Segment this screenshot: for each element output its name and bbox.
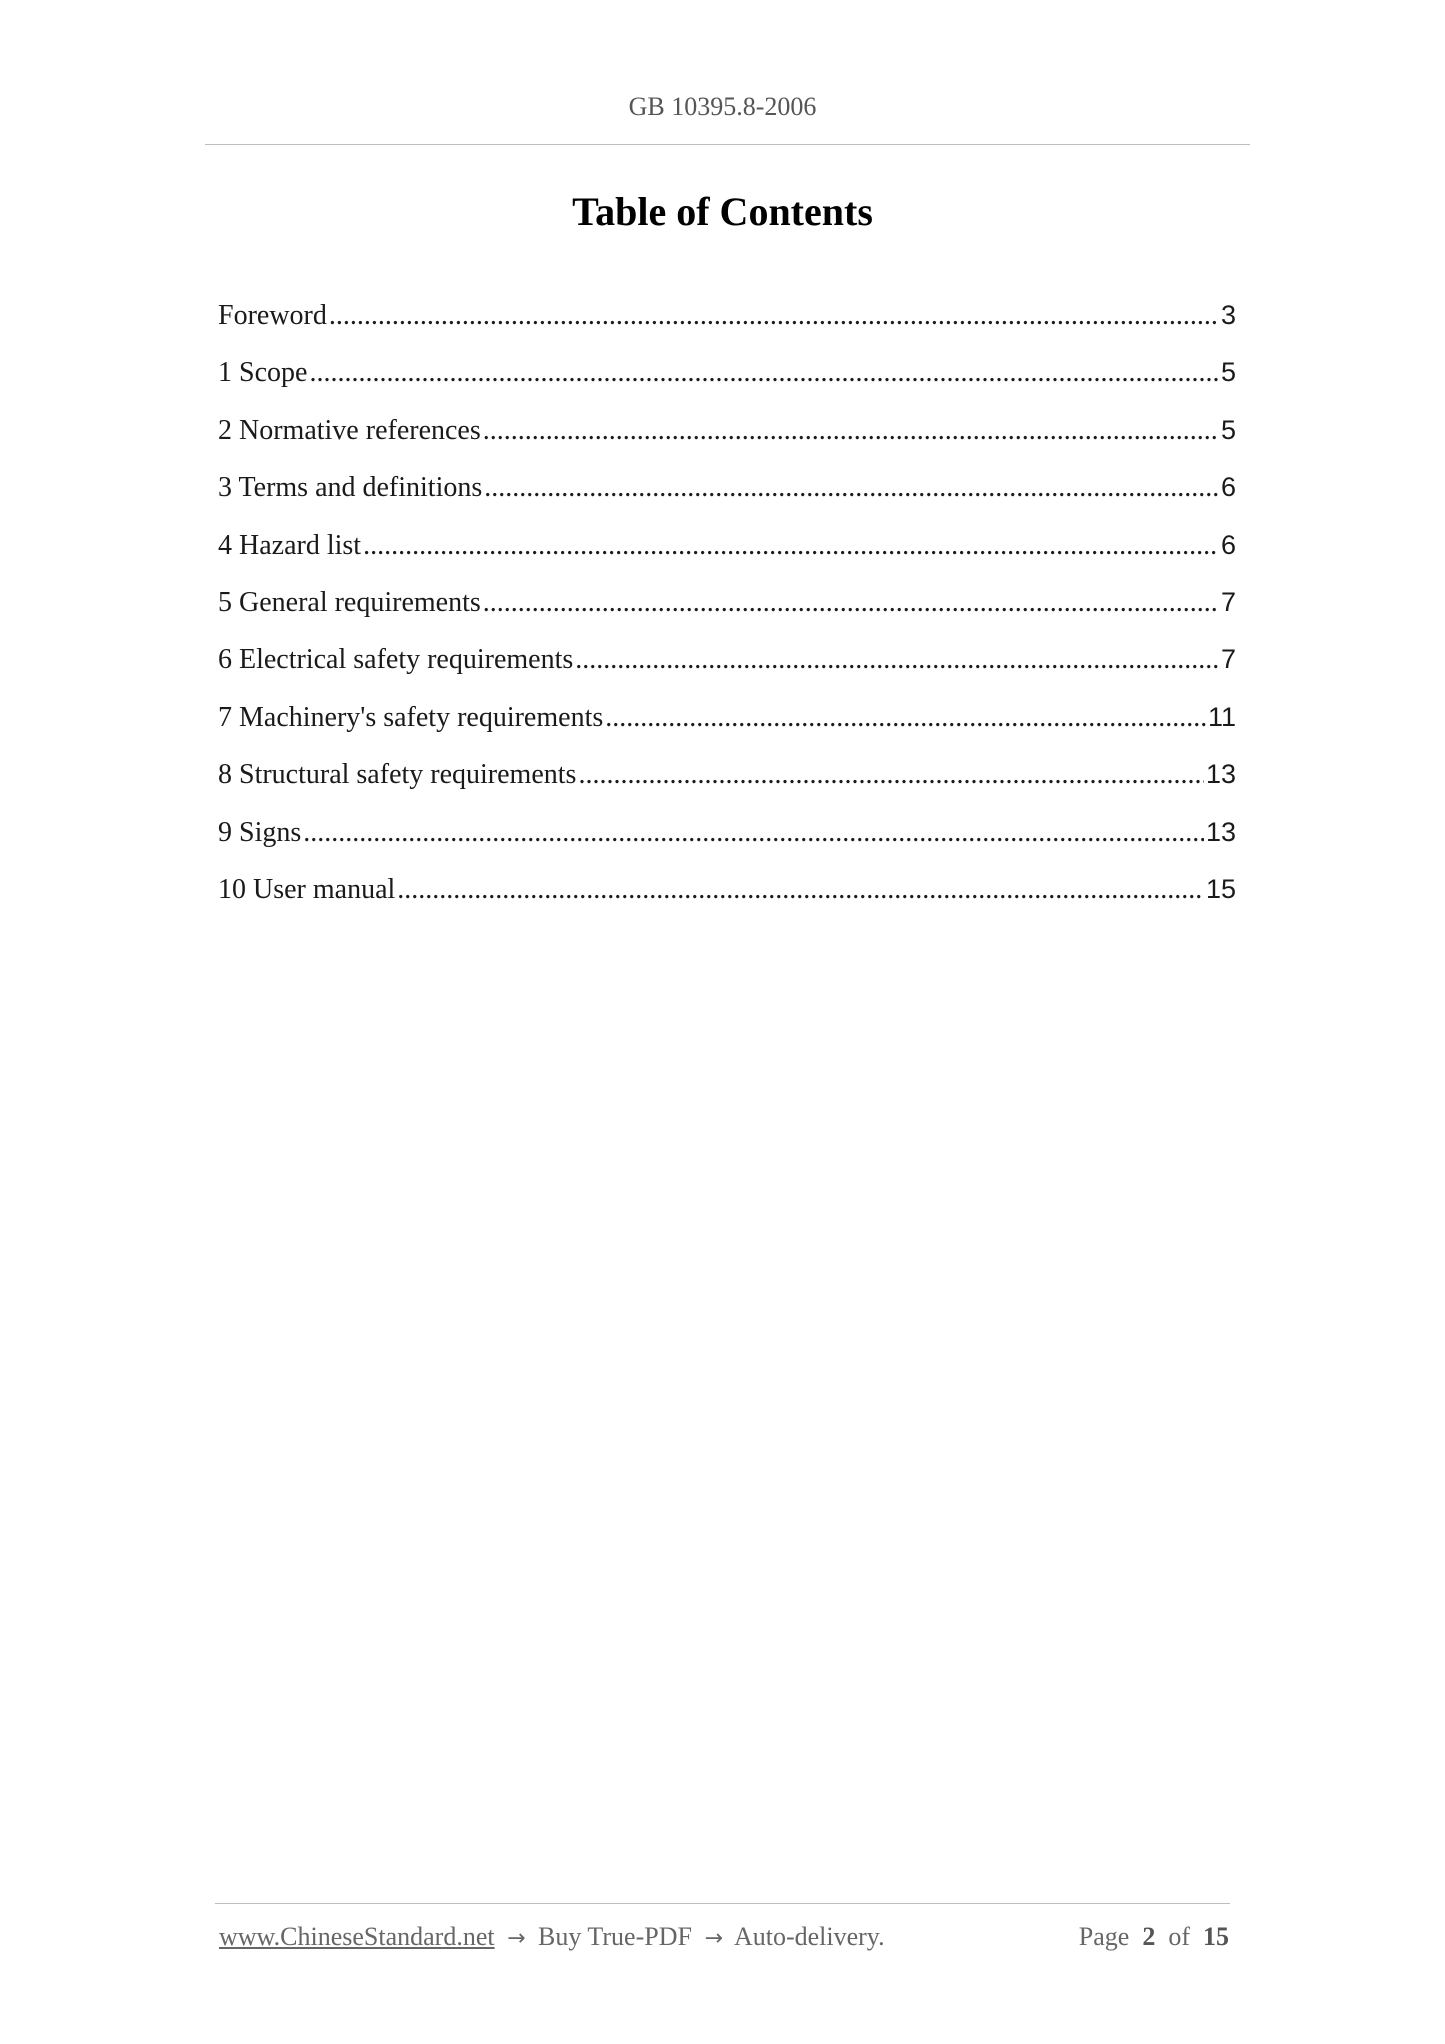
toc-leader-dots — [483, 415, 1219, 447]
page-number — [1079, 1922, 1229, 1952]
toc-entry-page: 15 — [1205, 873, 1236, 904]
toc-entry-label: 3 Terms and definitions — [218, 472, 483, 504]
arrow-right-icon: → — [704, 1926, 723, 1951]
toc-entry-electrical-safety[interactable] — [218, 644, 1236, 701]
toc-leader-dots — [484, 472, 1219, 504]
toc-entry-page: 13 — [1205, 816, 1236, 847]
toc-entry-label: 8 Structural safety requirements — [218, 759, 577, 791]
page-word: Page — [1078, 1922, 1130, 1951]
of-word: of — [1168, 1922, 1190, 1951]
toc-leader-dots — [303, 817, 1204, 849]
table-of-contents — [218, 300, 1236, 931]
toc-entry-label: 6 Electrical safety requirements — [218, 644, 574, 676]
site-link[interactable]: www.ChineseStandard.net — [219, 1922, 495, 1951]
auto-delivery-text: Auto-delivery. — [733, 1922, 885, 1951]
toc-leader-dots — [483, 587, 1219, 619]
toc-entry-page: 7 — [1220, 586, 1236, 617]
toc-entry-label: Foreword — [218, 300, 327, 331]
toc-entry-label: 10 User manual — [218, 873, 396, 905]
buy-pdf-text: Buy True-PDF — [538, 1922, 692, 1951]
page-total: 15 — [1203, 1922, 1229, 1951]
toc-entry-label: 2 Normative references — [218, 414, 481, 446]
page-title: Table of Contents — [572, 189, 873, 234]
toc-entry-page: 5 — [1220, 357, 1236, 388]
footer-promo — [219, 1922, 885, 1952]
toc-leader-dots — [575, 644, 1219, 676]
toc-entry-structural-safety[interactable] — [218, 759, 1236, 816]
toc-entry-scope[interactable] — [218, 357, 1236, 414]
toc-entry-hazard-list[interactable] — [218, 530, 1236, 587]
toc-entry-user-manual[interactable] — [218, 874, 1236, 931]
page-current: 2 — [1142, 1922, 1156, 1951]
toc-entry-machinery-safety[interactable] — [218, 702, 1236, 759]
toc-entry-page: 11 — [1207, 701, 1236, 732]
toc-leader-dots — [363, 530, 1219, 562]
page-footer — [219, 1922, 1229, 1952]
toc-entry-label: 7 Machinery's safety requirements — [218, 701, 604, 733]
toc-entry-label: 1 Scope — [218, 357, 308, 389]
header-divider — [205, 144, 1250, 145]
toc-entry-page: 3 — [1220, 300, 1236, 330]
toc-entry-terms-and-definitions[interactable] — [218, 472, 1236, 529]
toc-entry-page: 6 — [1220, 472, 1236, 503]
arrow-right-icon: → — [507, 1926, 526, 1951]
toc-leader-dots — [397, 874, 1204, 906]
toc-entry-page: 5 — [1220, 414, 1236, 445]
toc-leader-dots — [578, 759, 1204, 791]
toc-entry-normative-references[interactable] — [218, 415, 1236, 472]
toc-entry-general-requirements[interactable] — [218, 587, 1236, 644]
toc-entry-label: 5 General requirements — [218, 586, 481, 618]
toc-entry-page: 6 — [1220, 529, 1236, 560]
toc-entry-page: 13 — [1205, 759, 1236, 790]
toc-entry-label: 4 Hazard list — [218, 529, 362, 561]
toc-entry-signs[interactable] — [218, 817, 1236, 874]
page-header: GB 10395.8-2006 — [628, 92, 817, 121]
toc-entry-label: 9 Signs — [218, 816, 302, 848]
toc-leader-dots — [309, 357, 1219, 389]
toc-leader-dots — [605, 702, 1206, 734]
toc-leader-dots — [329, 300, 1219, 332]
footer-divider — [215, 1903, 1230, 1904]
toc-entry-foreword[interactable] — [218, 300, 1236, 357]
toc-entry-page: 7 — [1220, 644, 1236, 675]
